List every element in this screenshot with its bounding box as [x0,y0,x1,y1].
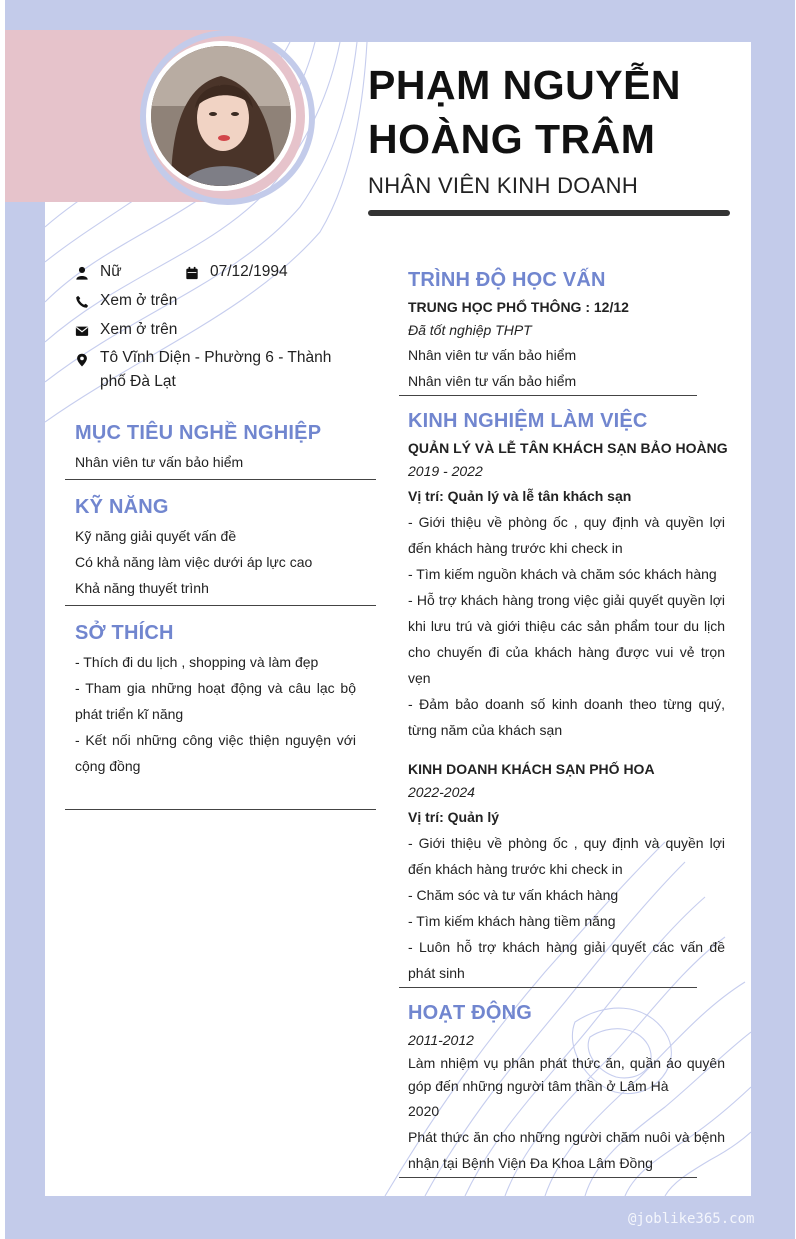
skill-item: Có khả năng làm việc dưới áp lực cao [75,554,313,570]
hobbies-divider [65,809,376,810]
job-detail: - Luôn hỗ trợ khách hàng giải quyết các vấn đề phát sinh [408,939,725,981]
objective-heading: MỤC TIÊU NGHỀ NGHIỆP [75,422,322,444]
education-status: Đã tốt nghiệp THPT [408,322,532,338]
activity-period: 2020 [408,1103,440,1119]
job-period: 2019 - 2022 [408,463,483,479]
candidate-name-line2: HOÀNG TRÂM [368,116,656,162]
profile-photo-illustration [151,46,291,186]
phone-row [75,292,177,310]
job-detail: - Chăm sóc và tư vấn khách hàng [408,887,619,903]
job-period: 2022-2024 [408,784,475,800]
address-line2: phố Đà Lạt [100,373,176,390]
address-value [100,350,331,394]
candidate-name [368,58,748,166]
experience-divider [399,987,697,988]
email-value: Xem ở trên [100,321,178,338]
skills-heading: KỸ NĂNG [75,496,169,518]
education-school: TRUNG HỌC PHỔ THÔNG : 12/12 [408,299,629,315]
birthday-value: 07/12/1994 [210,263,288,280]
gender-value: Nữ [100,263,122,280]
user-icon [75,263,100,280]
objective-text: Nhân viên tư vấn bảo hiểm [75,454,244,470]
phone-icon [75,292,100,309]
calendar-icon [185,263,210,280]
activity-text: Phát thức ăn cho những người chăm nuôi và bệnh nhận tại Bệnh Viện Đa Khoa Lâm Đồng [408,1129,725,1171]
job-company: QUẢN LÝ VÀ LỄ TÂN KHÁCH SẠN BẢO HOÀNG [408,440,728,456]
address-line1: Tô Vĩnh Diện - Phường 6 - Thành [100,349,332,366]
job-detail: - Đảm bảo doanh số kinh doanh theo từng quý, từng năm của khách sạn [408,696,725,738]
job-detail: - Giới thiệu về phòng ốc , quy định và quyền lợi đến khách hàng trước khi check in [408,835,725,877]
phone-value: Xem ở trên [100,292,178,309]
candidate-name-line1: PHẠM NGUYỄN [368,62,682,108]
gender-row [75,263,122,281]
job-company: KINH DOANH KHÁCH SẠN PHỐ HOA [408,761,655,777]
activity-text: Làm nhiệm vụ phân phát thức ăn, quần áo quyên góp đến những người tâm thần ở Lâm Hà [408,1055,725,1094]
hobby-item: - Thích đi du lịch , shopping và làm đẹp [75,654,319,670]
profile-photo [146,41,296,191]
job-position: Vị trí: Quản lý [408,809,500,825]
job-detail: - Giới thiệu về phòng ốc , quy định và quyền lợi đến khách hàng trước khi check in [408,514,725,556]
education-line: Nhân viên tư vấn bảo hiểm [408,373,577,389]
hobby-item: - Tham gia những hoạt động và câu lạc bộ phát triển kĩ năng [75,680,356,722]
job-detail: - Tìm kiếm nguồn khách và chăm sóc khách hàng [408,566,717,582]
job-title: NHÂN VIÊN KINH DOANH [368,173,639,198]
watermark: @joblike365.com [628,1211,755,1227]
job-position: Vị trí: Quản lý và lễ tân khách sạn [408,488,632,504]
email-icon [75,321,100,338]
education-line: Nhân viên tư vấn bảo hiểm [408,347,577,363]
birthday-row [185,263,288,281]
address-row [75,350,331,394]
hobbies-heading: SỞ THÍCH [75,622,174,644]
activities-heading: HOẠT ĐỘNG [408,1002,533,1024]
objective-divider [65,479,376,480]
job-detail: - Tìm kiếm khách hàng tiềm năng [408,913,616,929]
experience-heading: KINH NGHIỆM LÀM VIỆC [408,410,648,432]
skill-item: Khả năng thuyết trình [75,580,209,596]
education-divider [399,395,697,396]
location-icon [75,350,100,367]
email-row [75,321,177,339]
job-title-underline [368,210,730,216]
skill-item: Kỹ năng giải quyết vấn đề [75,528,237,544]
activities-divider [399,1177,697,1178]
skills-divider [65,605,376,606]
activity-period: 2011-2012 [408,1032,474,1048]
education-heading: TRÌNH ĐỘ HỌC VẤN [408,269,606,291]
job-detail: - Hỗ trợ khách hàng trong việc giải quyết quyền lợi khi lưu trú và giới thiệu các sản phẩm tour du lịch cho chuyến đi của khách hàng được vui vẻ trọn vẹn [408,592,725,686]
hobby-item: - Kết nối những công việc thiện nguyện với cộng đồng [75,732,356,774]
